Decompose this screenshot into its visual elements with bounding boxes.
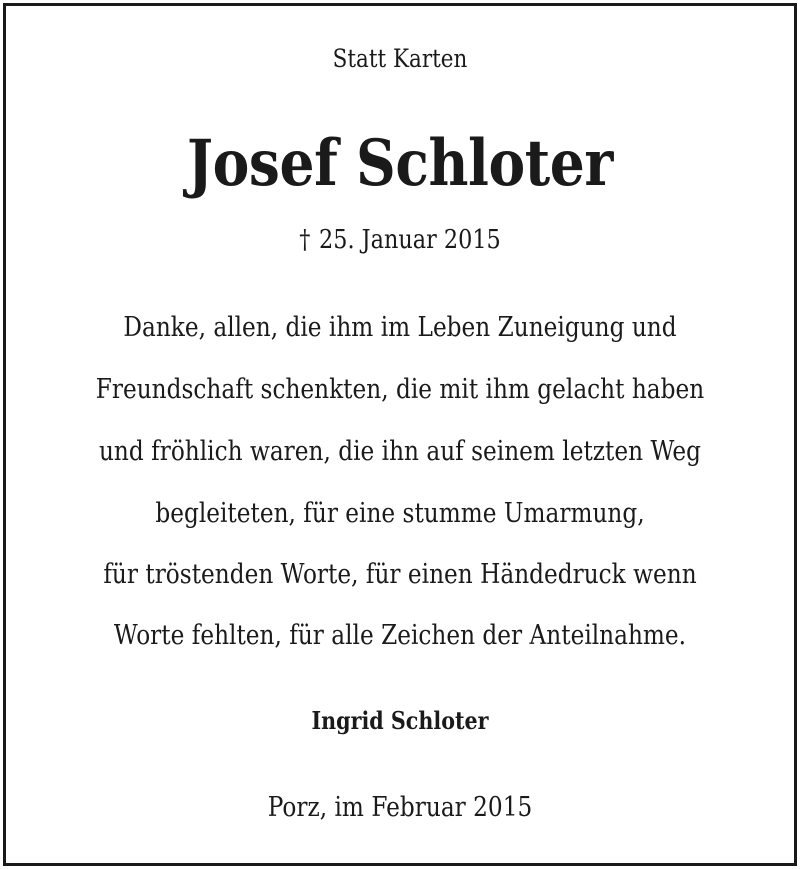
place-date: Porz, im Februar 2015 — [267, 792, 533, 823]
message-line: und fröhlich waren, die ihn auf seinem letzten Weg — [98, 436, 702, 467]
message-line: begleiteten, für eine stumme Umarmung, — [155, 498, 645, 529]
message-line: Freundschaft schenkten, die mit ihm gelacht haben — [95, 374, 705, 405]
message-line: Danke, allen, die ihm im Leben Zuneigung und — [123, 312, 677, 343]
death-date: 25. Januar 2015 — [318, 225, 501, 255]
signer-name: Ingrid Schloter — [311, 706, 489, 735]
cross-icon: † — [299, 225, 311, 255]
deceased-name: Josef Schloter — [187, 126, 613, 201]
message-line: Worte fehlten, für alle Zeichen der Anteilnahme. — [113, 620, 687, 651]
message-line: für tröstenden Worte, für einen Händedruck wenn — [103, 559, 697, 590]
death-date-line — [56, 225, 744, 255]
intro-text: Statt Karten — [332, 44, 468, 73]
